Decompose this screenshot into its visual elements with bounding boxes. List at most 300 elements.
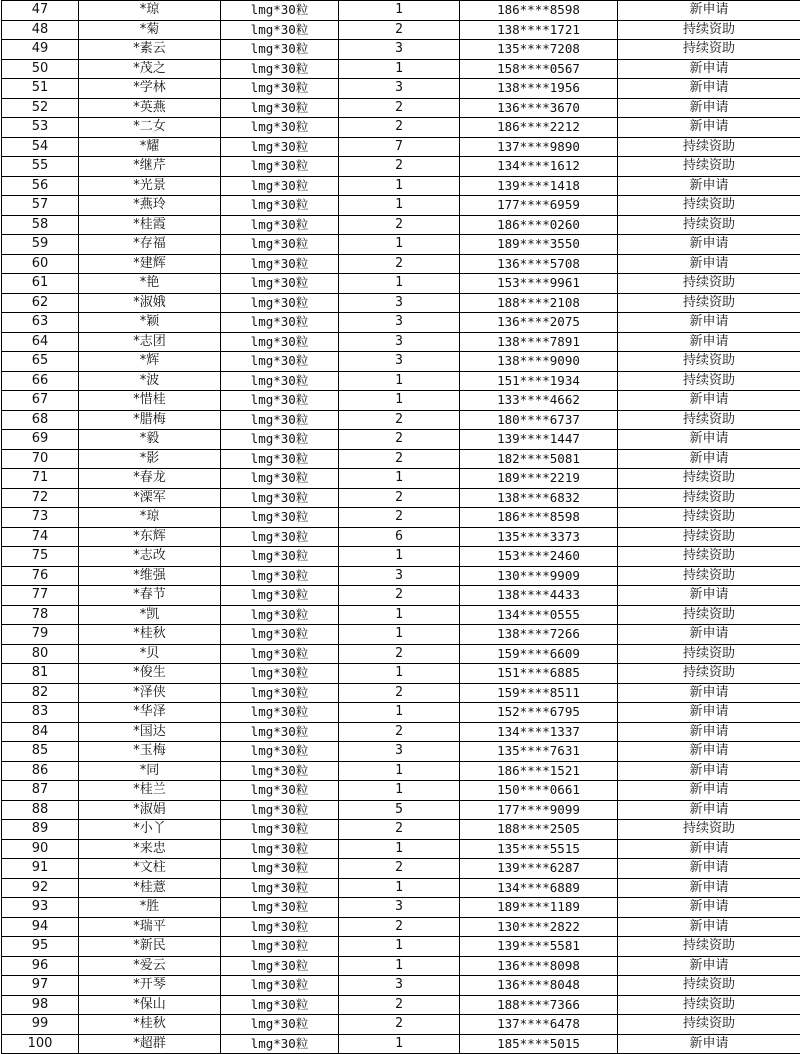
spec-cell: lmg*30粒 <box>221 527 339 547</box>
status-cell: 持续资助 <box>618 293 800 313</box>
quantity-cell: 3 <box>339 352 460 372</box>
spec-cell: lmg*30粒 <box>221 937 339 957</box>
row-number-cell: 53 <box>2 118 79 138</box>
row-number-cell: 85 <box>2 742 79 762</box>
row-number-cell: 82 <box>2 683 79 703</box>
phone-cell: 136****2075 <box>460 313 618 333</box>
table-row <box>2 235 800 255</box>
phone-cell: 186****0260 <box>460 215 618 235</box>
spec-cell: lmg*30粒 <box>221 644 339 664</box>
table-row <box>2 371 800 391</box>
spec-cell: lmg*30粒 <box>221 566 339 586</box>
phone-cell: 135****7208 <box>460 40 618 60</box>
row-number-cell: 96 <box>2 956 79 976</box>
spec-cell: lmg*30粒 <box>221 137 339 157</box>
status-cell: 新申请 <box>618 1034 800 1054</box>
spec-cell: lmg*30粒 <box>221 157 339 177</box>
spec-cell: lmg*30粒 <box>221 332 339 352</box>
status-cell: 新申请 <box>618 917 800 937</box>
phone-cell: 136****8048 <box>460 976 618 996</box>
name-cell: *建辉 <box>79 254 221 274</box>
spec-cell: lmg*30粒 <box>221 898 339 918</box>
name-cell: *志改 <box>79 547 221 567</box>
status-cell: 持续资助 <box>618 410 800 430</box>
spec-cell: lmg*30粒 <box>221 781 339 801</box>
quantity-cell: 1 <box>339 605 460 625</box>
phone-cell: 189****2219 <box>460 469 618 489</box>
table-row <box>2 995 800 1015</box>
table-row <box>2 40 800 60</box>
status-cell: 新申请 <box>618 878 800 898</box>
name-cell: *新民 <box>79 937 221 957</box>
spec-cell: lmg*30粒 <box>221 605 339 625</box>
row-number-cell: 54 <box>2 137 79 157</box>
row-number-cell: 49 <box>2 40 79 60</box>
quantity-cell: 2 <box>339 118 460 138</box>
table-row <box>2 352 800 372</box>
table-row <box>2 196 800 216</box>
quantity-cell: 2 <box>339 1015 460 1035</box>
spec-cell: lmg*30粒 <box>221 956 339 976</box>
quantity-cell: 5 <box>339 800 460 820</box>
status-cell: 新申请 <box>618 98 800 118</box>
quantity-cell: 1 <box>339 176 460 196</box>
phone-cell: 136****8098 <box>460 956 618 976</box>
phone-cell: 130****2822 <box>460 917 618 937</box>
table-row <box>2 761 800 781</box>
status-cell: 持续资助 <box>618 352 800 372</box>
row-number-cell: 97 <box>2 976 79 996</box>
phone-cell: 151****6885 <box>460 664 618 684</box>
phone-cell: 138****7891 <box>460 332 618 352</box>
status-cell: 新申请 <box>618 625 800 645</box>
status-cell: 持续资助 <box>618 664 800 684</box>
status-cell: 新申请 <box>618 683 800 703</box>
name-cell: *淑娟 <box>79 800 221 820</box>
name-cell: *波 <box>79 371 221 391</box>
table-row <box>2 800 800 820</box>
name-cell: *超群 <box>79 1034 221 1054</box>
status-cell: 持续资助 <box>618 488 800 508</box>
phone-cell: 186****8598 <box>460 1 618 21</box>
name-cell: *保山 <box>79 995 221 1015</box>
quantity-cell: 2 <box>339 98 460 118</box>
table-row <box>2 313 800 333</box>
table-row <box>2 469 800 489</box>
table-row <box>2 488 800 508</box>
phone-cell: 186****2212 <box>460 118 618 138</box>
table-row <box>2 293 800 313</box>
name-cell: *桂秋 <box>79 625 221 645</box>
name-cell: *影 <box>79 449 221 469</box>
row-number-cell: 62 <box>2 293 79 313</box>
spec-cell: lmg*30粒 <box>221 722 339 742</box>
status-cell: 持续资助 <box>618 820 800 840</box>
row-number-cell: 86 <box>2 761 79 781</box>
status-cell: 持续资助 <box>618 995 800 1015</box>
phone-cell: 152****6795 <box>460 703 618 723</box>
row-number-cell: 84 <box>2 722 79 742</box>
spec-cell: lmg*30粒 <box>221 683 339 703</box>
row-number-cell: 81 <box>2 664 79 684</box>
table-row <box>2 254 800 274</box>
quantity-cell: 1 <box>339 625 460 645</box>
quantity-cell: 7 <box>339 137 460 157</box>
quantity-cell: 3 <box>339 976 460 996</box>
spec-cell: lmg*30粒 <box>221 215 339 235</box>
name-cell: *琼 <box>79 1 221 21</box>
name-cell: *素云 <box>79 40 221 60</box>
name-cell: *桂兰 <box>79 781 221 801</box>
status-cell: 持续资助 <box>618 137 800 157</box>
name-cell: *泽侠 <box>79 683 221 703</box>
table-row <box>2 976 800 996</box>
quantity-cell: 1 <box>339 937 460 957</box>
status-cell: 持续资助 <box>618 605 800 625</box>
quantity-cell: 1 <box>339 761 460 781</box>
status-cell: 新申请 <box>618 703 800 723</box>
phone-cell: 177****9099 <box>460 800 618 820</box>
table-row <box>2 274 800 294</box>
quantity-cell: 1 <box>339 1 460 21</box>
name-cell: *茂之 <box>79 59 221 79</box>
quantity-cell: 3 <box>339 566 460 586</box>
spec-cell: lmg*30粒 <box>221 995 339 1015</box>
spec-cell: lmg*30粒 <box>221 859 339 879</box>
status-cell: 新申请 <box>618 956 800 976</box>
phone-cell: 135****3373 <box>460 527 618 547</box>
table-row <box>2 956 800 976</box>
status-cell: 持续资助 <box>618 644 800 664</box>
table-row <box>2 20 800 40</box>
quantity-cell: 2 <box>339 722 460 742</box>
table-row <box>2 137 800 157</box>
status-cell: 持续资助 <box>618 215 800 235</box>
name-cell: *开琴 <box>79 976 221 996</box>
phone-cell: 188****2108 <box>460 293 618 313</box>
name-cell: *二女 <box>79 118 221 138</box>
phone-cell: 136****5708 <box>460 254 618 274</box>
row-number-cell: 60 <box>2 254 79 274</box>
name-cell: *溧军 <box>79 488 221 508</box>
table-row <box>2 586 800 606</box>
row-number-cell: 90 <box>2 839 79 859</box>
phone-cell: 138****4433 <box>460 586 618 606</box>
phone-cell: 153****2460 <box>460 547 618 567</box>
spec-cell: lmg*30粒 <box>221 488 339 508</box>
name-cell: *琼 <box>79 508 221 528</box>
quantity-cell: 1 <box>339 839 460 859</box>
name-cell: *颖 <box>79 313 221 333</box>
spec-cell: lmg*30粒 <box>221 800 339 820</box>
name-cell: *春节 <box>79 586 221 606</box>
table-row <box>2 410 800 430</box>
phone-cell: 180****6737 <box>460 410 618 430</box>
spec-cell: lmg*30粒 <box>221 98 339 118</box>
quantity-cell: 3 <box>339 332 460 352</box>
row-number-cell: 92 <box>2 878 79 898</box>
spec-cell: lmg*30粒 <box>221 625 339 645</box>
spec-cell: lmg*30粒 <box>221 40 339 60</box>
spec-cell: lmg*30粒 <box>221 254 339 274</box>
row-number-cell: 64 <box>2 332 79 352</box>
quantity-cell: 1 <box>339 781 460 801</box>
table-row <box>2 176 800 196</box>
status-cell: 新申请 <box>618 59 800 79</box>
name-cell: *来忠 <box>79 839 221 859</box>
status-cell: 新申请 <box>618 781 800 801</box>
table-row <box>2 917 800 937</box>
row-number-cell: 87 <box>2 781 79 801</box>
name-cell: *贝 <box>79 644 221 664</box>
quantity-cell: 1 <box>339 956 460 976</box>
name-cell: *学林 <box>79 79 221 99</box>
quantity-cell: 3 <box>339 313 460 333</box>
row-number-cell: 48 <box>2 20 79 40</box>
phone-cell: 135****7631 <box>460 742 618 762</box>
table-row <box>2 118 800 138</box>
name-cell: *瑞平 <box>79 917 221 937</box>
spec-cell: lmg*30粒 <box>221 293 339 313</box>
spec-cell: lmg*30粒 <box>221 703 339 723</box>
spec-cell: lmg*30粒 <box>221 664 339 684</box>
quantity-cell: 1 <box>339 1034 460 1054</box>
table-row <box>2 332 800 352</box>
name-cell: *桂薏 <box>79 878 221 898</box>
status-cell: 持续资助 <box>618 157 800 177</box>
table-row <box>2 449 800 469</box>
status-cell: 新申请 <box>618 449 800 469</box>
row-number-cell: 72 <box>2 488 79 508</box>
quantity-cell: 2 <box>339 917 460 937</box>
name-cell: *华泽 <box>79 703 221 723</box>
status-cell: 持续资助 <box>618 20 800 40</box>
phone-cell: 139****6287 <box>460 859 618 879</box>
phone-cell: 159****8511 <box>460 683 618 703</box>
quantity-cell: 3 <box>339 40 460 60</box>
table-row <box>2 1034 800 1054</box>
phone-cell: 186****1521 <box>460 761 618 781</box>
row-number-cell: 50 <box>2 59 79 79</box>
name-cell: *燕玲 <box>79 196 221 216</box>
quantity-cell: 1 <box>339 703 460 723</box>
quantity-cell: 1 <box>339 235 460 255</box>
name-cell: *继芹 <box>79 157 221 177</box>
table-row <box>2 547 800 567</box>
quantity-cell: 3 <box>339 293 460 313</box>
row-number-cell: 76 <box>2 566 79 586</box>
spec-cell: lmg*30粒 <box>221 820 339 840</box>
row-number-cell: 80 <box>2 644 79 664</box>
status-cell: 新申请 <box>618 742 800 762</box>
status-cell: 新申请 <box>618 79 800 99</box>
quantity-cell: 1 <box>339 547 460 567</box>
spec-cell: lmg*30粒 <box>221 20 339 40</box>
name-cell: *桂霞 <box>79 215 221 235</box>
phone-cell: 188****7366 <box>460 995 618 1015</box>
status-cell: 新申请 <box>618 235 800 255</box>
spec-cell: lmg*30粒 <box>221 371 339 391</box>
spec-cell: lmg*30粒 <box>221 1 339 21</box>
name-cell: *维强 <box>79 566 221 586</box>
row-number-cell: 58 <box>2 215 79 235</box>
spec-cell: lmg*30粒 <box>221 196 339 216</box>
row-number-cell: 55 <box>2 157 79 177</box>
table-row <box>2 566 800 586</box>
row-number-cell: 70 <box>2 449 79 469</box>
quantity-cell: 2 <box>339 586 460 606</box>
table-row <box>2 683 800 703</box>
status-cell: 持续资助 <box>618 196 800 216</box>
row-number-cell: 78 <box>2 605 79 625</box>
quantity-cell: 2 <box>339 995 460 1015</box>
name-cell: *凯 <box>79 605 221 625</box>
aid-recipient-table <box>1 0 800 1054</box>
row-number-cell: 52 <box>2 98 79 118</box>
phone-cell: 134****0555 <box>460 605 618 625</box>
row-number-cell: 56 <box>2 176 79 196</box>
spec-cell: lmg*30粒 <box>221 410 339 430</box>
status-cell: 新申请 <box>618 254 800 274</box>
table-row <box>2 527 800 547</box>
status-cell: 新申请 <box>618 859 800 879</box>
spec-cell: lmg*30粒 <box>221 878 339 898</box>
phone-cell: 189****1189 <box>460 898 618 918</box>
name-cell: *毅 <box>79 430 221 450</box>
phone-cell: 138****1956 <box>460 79 618 99</box>
name-cell: *文柱 <box>79 859 221 879</box>
spec-cell: lmg*30粒 <box>221 1034 339 1054</box>
status-cell: 持续资助 <box>618 937 800 957</box>
row-number-cell: 71 <box>2 469 79 489</box>
phone-cell: 188****2505 <box>460 820 618 840</box>
spec-cell: lmg*30粒 <box>221 508 339 528</box>
row-number-cell: 93 <box>2 898 79 918</box>
spec-cell: lmg*30粒 <box>221 59 339 79</box>
spec-cell: lmg*30粒 <box>221 976 339 996</box>
quantity-cell: 2 <box>339 254 460 274</box>
row-number-cell: 69 <box>2 430 79 450</box>
row-number-cell: 65 <box>2 352 79 372</box>
table-body <box>2 1 800 1054</box>
status-cell: 新申请 <box>618 761 800 781</box>
row-number-cell: 75 <box>2 547 79 567</box>
table-row <box>2 215 800 235</box>
phone-cell: 150****0661 <box>460 781 618 801</box>
phone-cell: 138****1721 <box>460 20 618 40</box>
status-cell: 新申请 <box>618 176 800 196</box>
status-cell: 新申请 <box>618 1 800 21</box>
spec-cell: lmg*30粒 <box>221 839 339 859</box>
phone-cell: 134****1612 <box>460 157 618 177</box>
spec-cell: lmg*30粒 <box>221 742 339 762</box>
table-row <box>2 79 800 99</box>
table-row <box>2 878 800 898</box>
spec-cell: lmg*30粒 <box>221 586 339 606</box>
name-cell: *小丫 <box>79 820 221 840</box>
phone-cell: 134****1337 <box>460 722 618 742</box>
status-cell: 持续资助 <box>618 274 800 294</box>
row-number-cell: 47 <box>2 1 79 21</box>
name-cell: *胜 <box>79 898 221 918</box>
name-cell: *淑娥 <box>79 293 221 313</box>
spec-cell: lmg*30粒 <box>221 352 339 372</box>
phone-cell: 139****1447 <box>460 430 618 450</box>
status-cell: 持续资助 <box>618 566 800 586</box>
row-number-cell: 57 <box>2 196 79 216</box>
table-row <box>2 859 800 879</box>
table-row <box>2 430 800 450</box>
quantity-cell: 1 <box>339 274 460 294</box>
status-cell: 新申请 <box>618 332 800 352</box>
row-number-cell: 94 <box>2 917 79 937</box>
quantity-cell: 2 <box>339 430 460 450</box>
quantity-cell: 2 <box>339 644 460 664</box>
table-row <box>2 664 800 684</box>
phone-cell: 159****6609 <box>460 644 618 664</box>
table-row <box>2 1015 800 1035</box>
phone-cell: 189****3550 <box>460 235 618 255</box>
quantity-cell: 2 <box>339 508 460 528</box>
quantity-cell: 2 <box>339 157 460 177</box>
name-cell: *英燕 <box>79 98 221 118</box>
status-cell: 新申请 <box>618 800 800 820</box>
quantity-cell: 1 <box>339 391 460 411</box>
quantity-cell: 2 <box>339 488 460 508</box>
quantity-cell: 2 <box>339 683 460 703</box>
row-number-cell: 91 <box>2 859 79 879</box>
spec-cell: lmg*30粒 <box>221 176 339 196</box>
phone-cell: 138****7266 <box>460 625 618 645</box>
table-row <box>2 703 800 723</box>
phone-cell: 136****3670 <box>460 98 618 118</box>
table-row <box>2 898 800 918</box>
spec-cell: lmg*30粒 <box>221 547 339 567</box>
quantity-cell: 1 <box>339 664 460 684</box>
quantity-cell: 1 <box>339 196 460 216</box>
quantity-cell: 1 <box>339 878 460 898</box>
status-cell: 持续资助 <box>618 527 800 547</box>
row-number-cell: 67 <box>2 391 79 411</box>
spec-cell: lmg*30粒 <box>221 430 339 450</box>
phone-cell: 182****5081 <box>460 449 618 469</box>
status-cell: 持续资助 <box>618 371 800 391</box>
quantity-cell: 2 <box>339 215 460 235</box>
row-number-cell: 74 <box>2 527 79 547</box>
status-cell: 持续资助 <box>618 40 800 60</box>
table-row <box>2 644 800 664</box>
status-cell: 新申请 <box>618 313 800 333</box>
row-number-cell: 83 <box>2 703 79 723</box>
table-row <box>2 391 800 411</box>
phone-cell: 134****6889 <box>460 878 618 898</box>
status-cell: 新申请 <box>618 391 800 411</box>
quantity-cell: 3 <box>339 742 460 762</box>
spec-cell: lmg*30粒 <box>221 1015 339 1035</box>
phone-cell: 133****4662 <box>460 391 618 411</box>
name-cell: *同 <box>79 761 221 781</box>
table-row <box>2 781 800 801</box>
row-number-cell: 51 <box>2 79 79 99</box>
phone-cell: 177****6959 <box>460 196 618 216</box>
status-cell: 持续资助 <box>618 976 800 996</box>
row-number-cell: 61 <box>2 274 79 294</box>
name-cell: *光景 <box>79 176 221 196</box>
name-cell: *国达 <box>79 722 221 742</box>
status-cell: 持续资助 <box>618 1015 800 1035</box>
quantity-cell: 2 <box>339 820 460 840</box>
name-cell: *玉梅 <box>79 742 221 762</box>
